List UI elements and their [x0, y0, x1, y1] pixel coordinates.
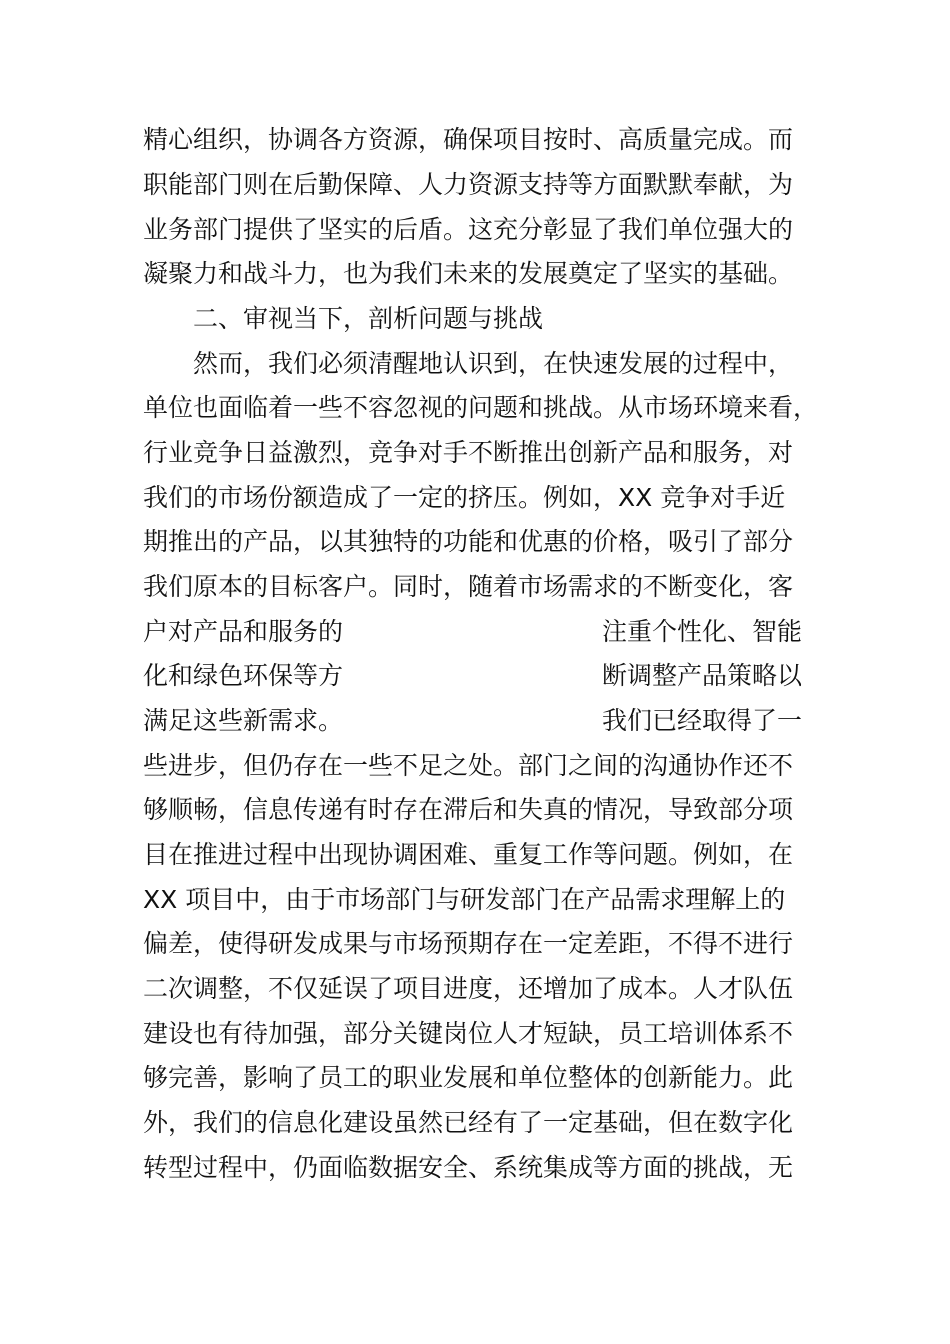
- text-line: 目在推进过程中出现协调困难、重复工作等问题。例如，在: [143, 840, 794, 869]
- text-line: 二次调整，不仅延误了项目进度，还增加了成本。人才队伍: [143, 974, 794, 1003]
- text-line: 外，我们的信息化建设虽然已经有了一定基础，但在数字化: [143, 1108, 794, 1137]
- paragraph-first-line: 然而，我们必须清醒地认识到，在快速发展的过程中，: [193, 349, 794, 378]
- text-line-right-fragment: 注重个性化、智能: [602, 617, 803, 646]
- text-line-right-fragment: 我们已经取得了一: [602, 706, 803, 735]
- text-line-right-fragment: 断调整产品策略以: [602, 661, 803, 690]
- text-line: 转型过程中，仍面临数据安全、系统集成等方面的挑战，无: [143, 1153, 794, 1182]
- text-line: 职能部门则在后勤保障、人力资源支持等方面默默奉献，为: [143, 170, 794, 199]
- text-line: 些进步，但仍存在一些不足之处。部门之间的沟通协作还不: [143, 751, 794, 780]
- text-line: XX 项目中，由于市场部门与研发部门在产品需求理解上的: [143, 885, 786, 914]
- text-line-left-fragment: 化和绿色环保等方: [143, 661, 344, 690]
- text-line: 建设也有待加强，部分关键岗位人才短缺，员工培训体系不: [143, 1019, 794, 1048]
- text-line: 业务部门提供了坚实的后盾。这充分彰显了我们单位强大的: [143, 215, 794, 244]
- text-line: 够顺畅，信息传递有时存在滞后和失真的情况，导致部分项: [143, 795, 794, 824]
- text-line: 期推出的产品，以其独特的功能和优惠的价格，吸引了部分: [143, 527, 794, 556]
- text-line: 精心组织，协调各方资源，确保项目按时、高质量完成。而: [143, 125, 794, 154]
- section-heading: 二、审视当下，剖析问题与挑战: [193, 304, 544, 333]
- text-line: 行业竞争日益激烈，竞争对手不断推出创新产品和服务，对: [143, 438, 794, 467]
- text-line: 我们原本的目标客户。同时，随着市场需求的不断变化，客: [143, 572, 794, 601]
- text-line: 我们的市场份额造成了一定的挤压。例如，XX 竞争对手近: [143, 483, 786, 512]
- text-line-left-fragment: 满足这些新需求。: [143, 706, 344, 735]
- text-line: 凝聚力和战斗力，也为我们未来的发展奠定了坚实的基础。: [143, 259, 794, 288]
- text-line: 偏差，使得研发成果与市场预期存在一定差距，不得不进行: [143, 929, 794, 958]
- text-line: 够完善，影响了员工的职业发展和单位整体的创新能力。此: [143, 1063, 794, 1092]
- text-line-left-fragment: 户对产品和服务的: [143, 617, 344, 646]
- text-line: 单位也面临着一些不容忽视的问题和挑战。从市场环境来看，: [143, 393, 819, 422]
